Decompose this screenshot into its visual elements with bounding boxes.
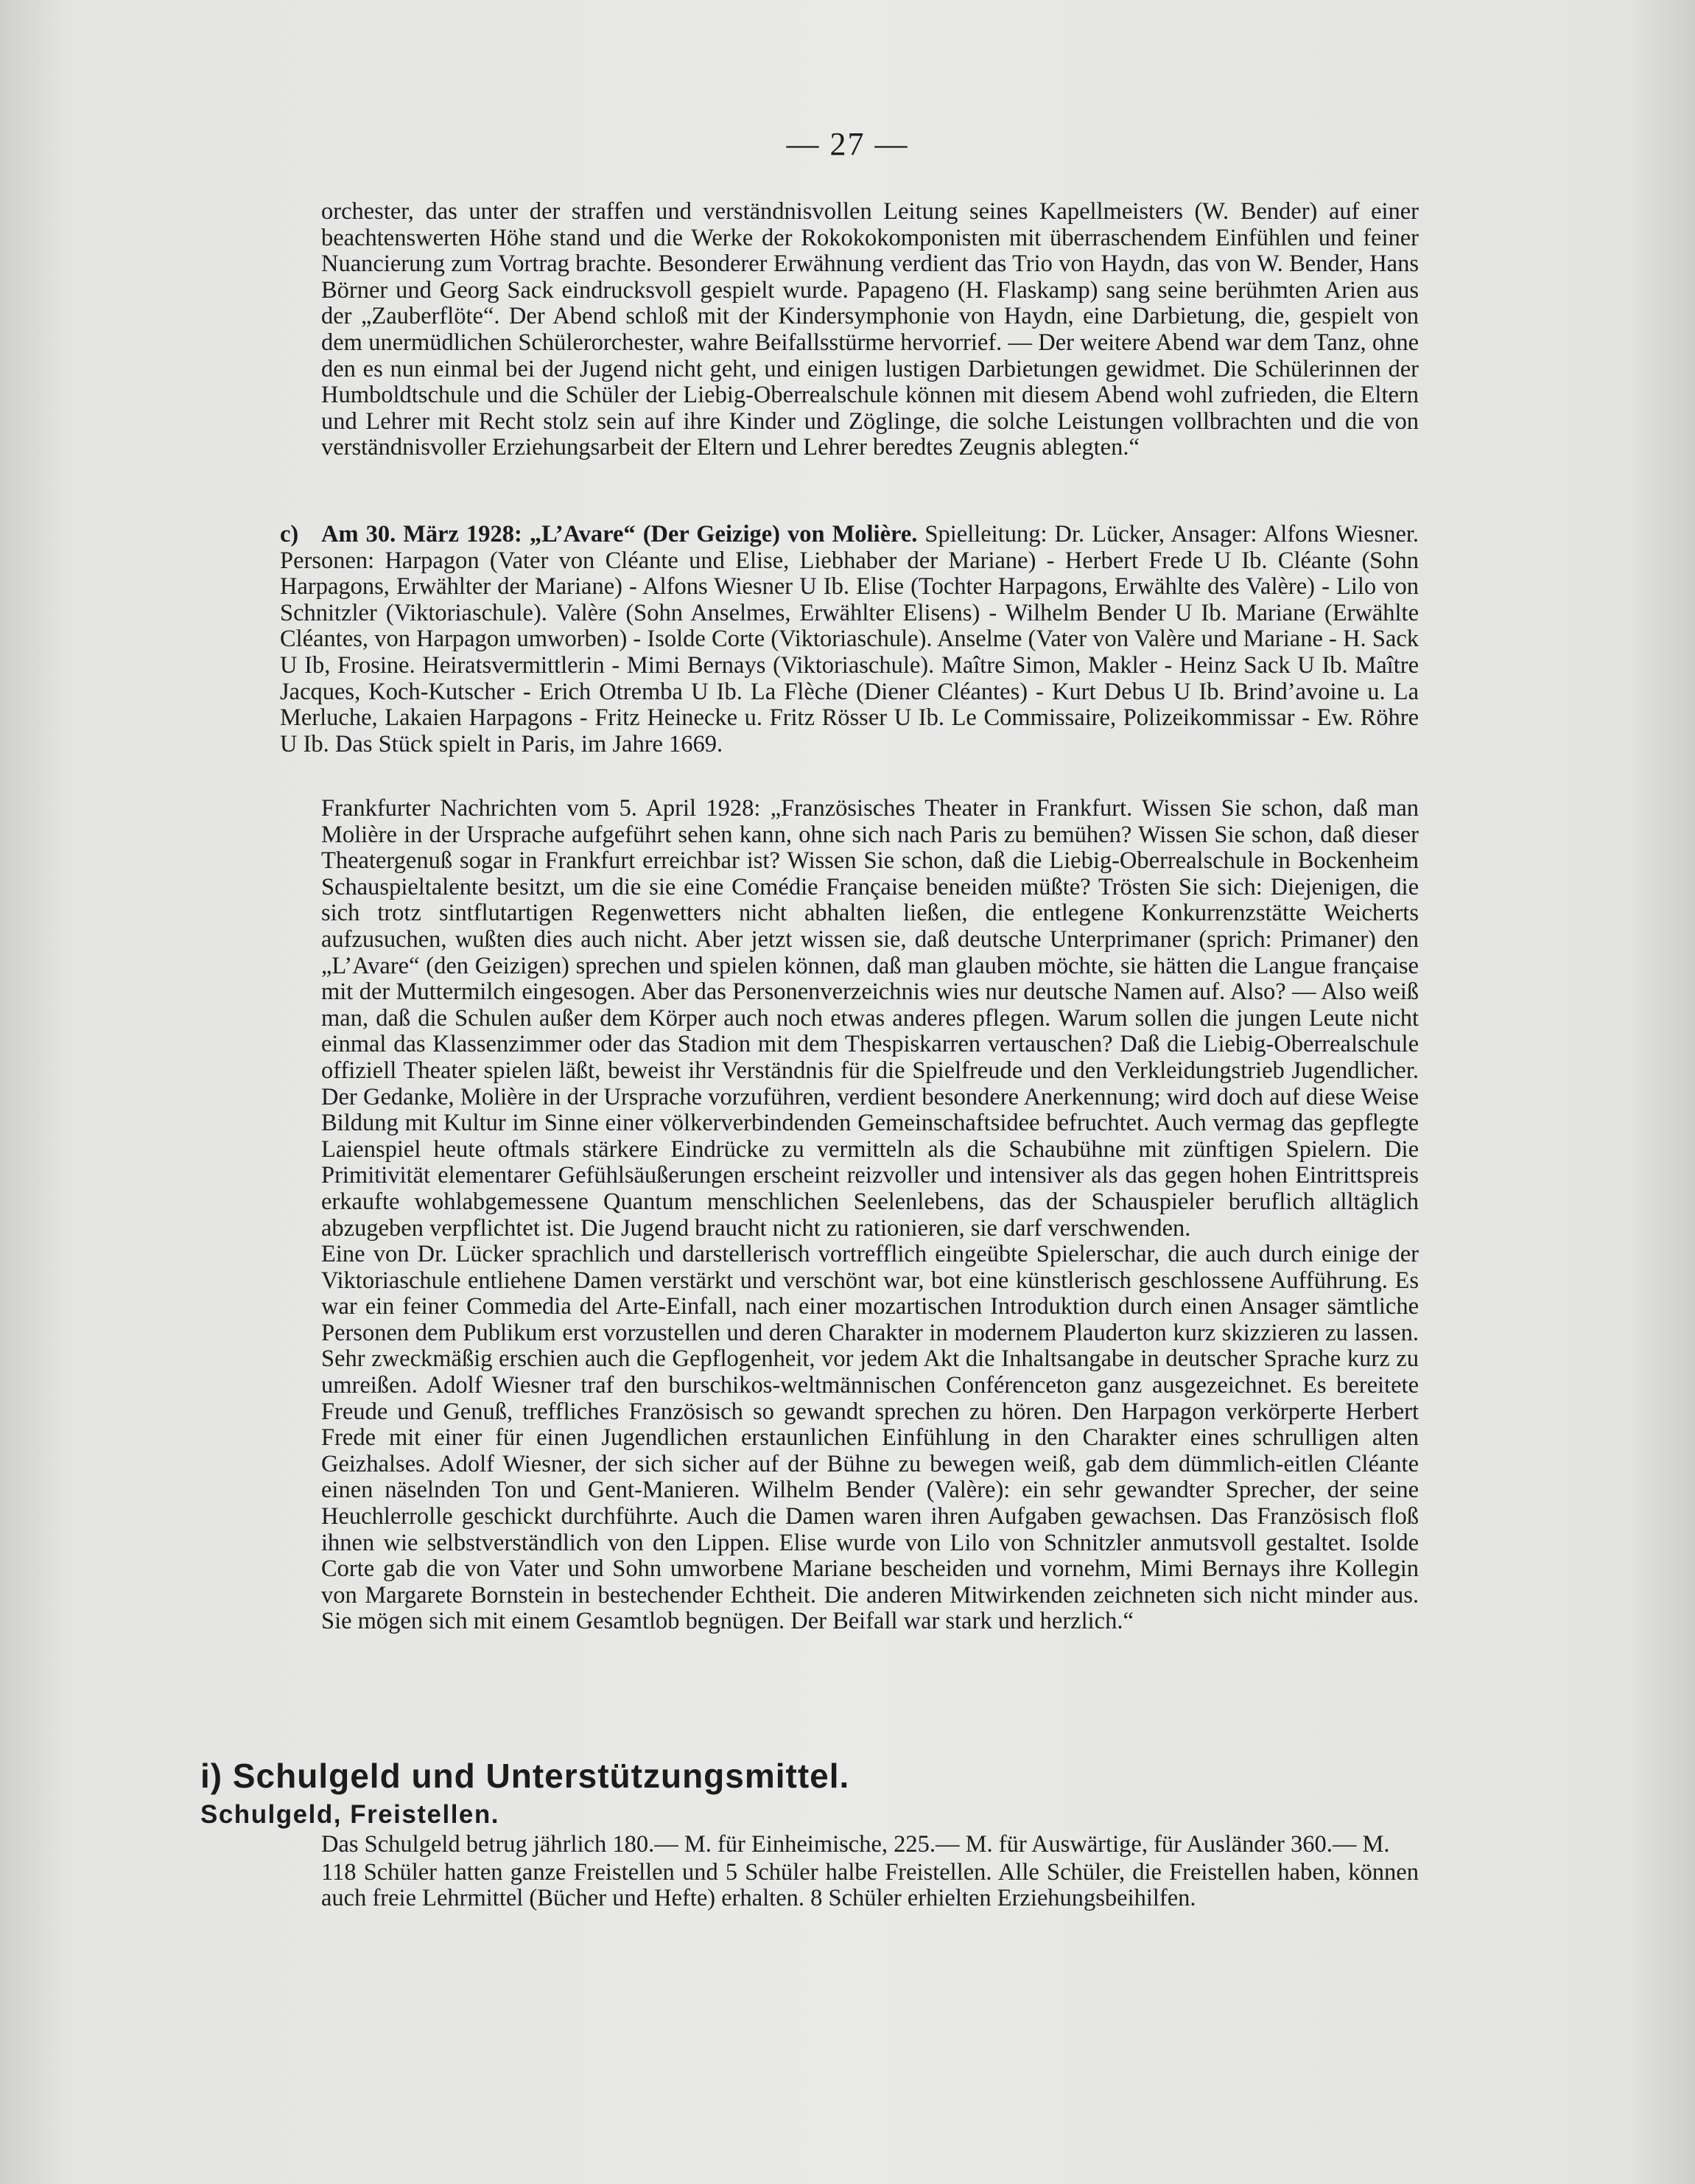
item-c-block: [280, 522, 1419, 757]
free-places-paragraph: 118 Schüler hatten ganze Freistellen und 5 Schüler halbe Freistellen. Alle Schüler, die Freistellen haben, können auch freie Lehrmittel (Bücher und Hefte) erhalten. 8 Schüler erhielten Erziehungsbeihilfen.: [321, 1858, 1419, 1912]
page-number: — 27 —: [786, 126, 909, 162]
review-paragraph: Eine von Dr. Lücker sprachlich und darstellerisch vortrefflich eingeübte Spielerschar, die auch durch einige der Viktoriaschule entliehene Damen verstärkt und verschönt war, bot eine künstlerisch geschlossene Aufführung. Es war ein feiner Commedia del Arte-Einfall, nach einer mozartischen Introduktion durch einen Ansager sämtliche Personen dem Publikum erst vorzustellen und deren Charakter in modernem Plauderton kurz skizzieren zu lassen. Sehr zweckmäßig erschien auch die Gepflogenheit, vor jedem Akt die Inhaltsangabe in deutscher Sprache kurz zu umreißen. Adolf Wiesner traf den burschikos-weltmännischen Conférenceton ganz ausgezeichnet. Es bereitete Freude und Genuß, treffliches Französisch so gewandt sprechen zu hören. Den Harpagon verkörperte Herbert Frede mit einer für einen Jugendlichen erstaunlichen Einfühlung in den Charakter eines schrulligen alten Geizhalses. Adolf Wiesner, der sich sicher auf der Bühne zu bewegen weiß, gab dem dümmlich-eitlen Cléante einen näselnden Ton und Gent-Manieren. Wilhelm Bender (Valère): ein sehr gewandter Sprecher, der seine Heuchlerrolle geschickt durchführte. Auch die Damen waren ihren Aufgaben gewachsen. Das Französisch floß ihnen wie selbstverständlich von den Lippen. Elise wurde von Lilo von Schnitzler anmutsvoll gestaltet. Isolde Corte gab die von Vater und Sohn umworbene Mariane bescheiden und vornehm, Mimi Bernays ihre Kollegin von Margarete Bornstein in bestechender Echtheit. Die anderen Mitwirkenden zeichneten sich nicht minder aus. Sie mögen sich mit einem Gesamtlob begnügen. Der Beifall war stark und herzlich.“: [321, 1241, 1419, 1635]
item-c-cast-text: Spielleitung: Dr. Lücker, Ansager: Alfons Wiesner. Personen: Harpagon (Vater von Cléante und Elise, Liebhaber der Mariane) - Herbert Frede U Ib. Cléante (Sohn Harpagons, Erwählter der Mariane) - Alfons Wiesner U Ib. Elise (Tochter Harpagons, Erwählte des Valère) - Lilo von Schnitzler (Viktoriaschule). Valère (Sohn Anselmes, Erwählter Elisens) - Wilhelm Bender U Ib. Mariane (Erwählte Cléantes, von Harpagon umworben) - Isolde Corte (Viktoriaschule). Anselme (Vater von Valère und Mariane - H. Sack U Ib, Frosine. Heiratsvermittlerin - Mimi Bernays (Viktoriaschule). Maître Simon, Makler - Heinz Sack U Ib. Maître Jacques, Koch-Kutscher - Erich Otremba U Ib. La Flèche (Diener Cléantes) - Kurt Debus U Ib. Brind’avoine u. La Merluche, Lakaien Harpagons - Fritz Heinecke u. Fritz Rösser U Ib. Le Commissaire, Polizeikommissar - Ew. Röhre U Ib. Das Stück spielt in Paris, im Jahre 1669.: [280, 521, 1419, 757]
school-fees-block: [321, 1832, 1419, 1914]
item-c-label: c): [280, 521, 299, 547]
review-paragraph: Frankfurter Nachrichten vom 5. April 1928: „Französisches Theater in Frankfurt. Wissen Sie schon, daß man Molière in der Ursprache aufgeführt sehen kann, ohne sich nach Paris zu bemühen? Wissen Sie schon, daß dieser Theatergenuß sogar in Frankfurt erreichbar ist? Wissen Sie schon, daß die Liebig-Oberrealschule in Bockenheim Schauspieltalente besitzt, um die sie eine Comédie Française beneiden müßte? Trösten Sie sich: Diejenigen, die sich trotz sintflutartigen Regenwetters nicht abhalten ließen, die entlegene Konkurrenzstätte Weicherts aufzusuchen, wußten dies auch nicht. Aber jetzt wissen sie, daß deutsche Unterprimaner (sprich: Primaner) den „L’Avare“ (den Geizigen) sprechen und spielen können, daß man glauben möchte, sie hätten die Langue française mit der Muttermilch eingesogen. Aber das Personenverzeichnis wies nur deutsche Namen auf. Also? — Also weiß man, daß die Schulen außer dem Körper auch noch etwas anderes pflegen. Warum sollen die jungen Leute nicht einmal das Klassenzimmer oder das Stadion mit dem Thespiskarren vertauschen? Daß die Liebig-Oberrealschule offiziell Theater spielen läßt, beweist ihr Verständnis für die Spielfreude und den Verkleidungstrieb Jugendlicher. Der Gedanke, Molière in der Ursprache vorzuführen, verdient besondere Anerkennung; wird doch auf diese Weise Bildung mit Kultur im Sinne einer völkerverbindenden Gemeinschaftsidee befruchtet. Auch vermag das gepflegte Laienspiel heute oftmals stärkere Eindrücke zu vermitteln als die Schaubühne mit zünftigen Spielern. Die Primitivität elementarer Gefühlsäußerungen erscheint reizvoller und intensiver als das gegen hohen Eintrittspreis erkaufte wohlabgemessene Quantum menschlichen Seelenlebens, das der Schauspieler beruflich alltäglich abzugeben verpflichtet ist. Die Jugend braucht nicht zu rationieren, sie darf verschwenden.: [321, 795, 1419, 1242]
item-c-heading: Am 30. März 1928: „L’Avare“ (Der Geizige) von Molière.: [321, 521, 918, 547]
item-c-paragraph: [280, 522, 1419, 757]
section-subheading: Schulgeld, Freistellen.: [200, 1800, 499, 1829]
intro-paragraph-block: [321, 199, 1419, 461]
section-heading: i) Schulgeld und Unterstützungsmittel.: [200, 1757, 850, 1795]
intro-paragraph: orchester, das unter der straffen und verständnisvollen Leitung seines Kapellmeisters (W. Bender) auf einer beachtenswerten Höhe stand und die Werke der Rokokokomponisten mit überraschendem Einfühlen und feiner Nuancierung zum Vortrag brachte. Besonderer Erwähnung verdient das Trio von Haydn, das von W. Bender, Hans Börner und Georg Sack eindrucksvoll gespielt wurde. Papageno (H. Flaskamp) sang seine berühmten Arien aus der „Zauberflöte“. Der Abend schloß mit der Kindersymphonie von Haydn, eine Darbietung, die, gespielt von dem unermüdlichen Schülerorchester, wahre Beifallsstürme hervorrief. — Der weitere Abend war dem Tanz, ohne den es nun einmal bei der Jugend nicht geht, und einigen lustigen Darbietungen gewidmet. Die Schülerinnen der Humboldtschule und die Schüler der Liebig-Oberrealschule können mit diesem Abend wohl zufrieden, die Eltern und Lehrer mit Recht stolz sein auf ihre Kinder und Zöglinge, die solche Leistungen vollbrachten und die von verständnisvoller Erziehungsarbeit der Eltern und Lehrer beredtes Zeugnis ablegten.“: [321, 198, 1419, 461]
newspaper-review-block: [321, 796, 1419, 1635]
school-fees-paragraph: Das Schulgeld betrug jährlich 180.— M. für Einheimische, 225.— M. für Auswärtige, für Ausländer 360.— M.: [321, 1831, 1390, 1858]
